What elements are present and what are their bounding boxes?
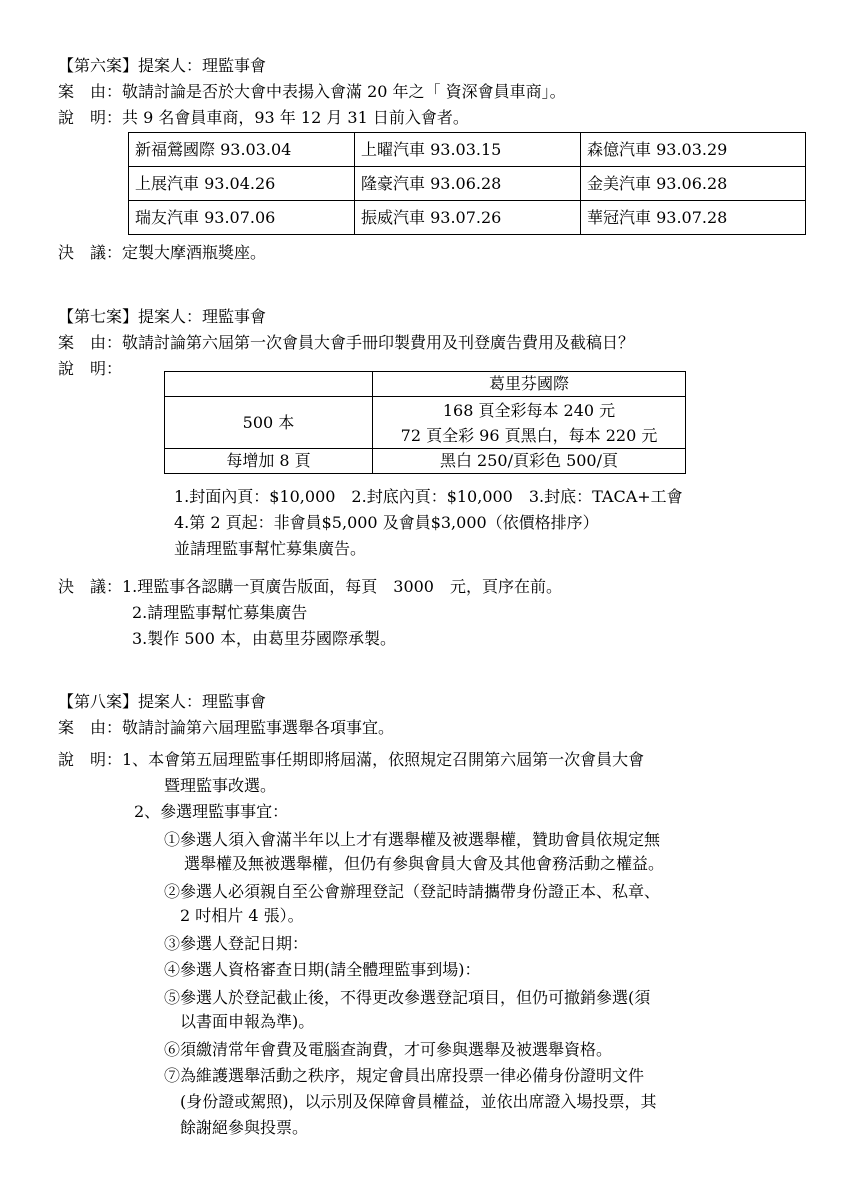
case7-resolution-item: 3.製作 500 本，由葛里芬國際承製。	[132, 629, 396, 648]
case8-subitem: ⑥須繳清常年會費及電腦查詢費，才可參與選舉及被選舉資格。	[164, 1040, 613, 1059]
table-row	[129, 201, 806, 235]
case7-reason-label: 案 由：	[58, 333, 123, 352]
table-row	[165, 372, 686, 397]
case8-subitem-continuation: 餘謝絕參與投票。	[180, 1118, 309, 1137]
case7-note: 4.第 2 頁起：非會員$5,000 及會員$3,000（依價格排序）	[174, 513, 599, 532]
case7-pricing-table	[164, 371, 686, 474]
table-cell: 森億汽車 93.03.29	[581, 133, 806, 167]
table-cell: 隆豪汽車 93.06.28	[355, 167, 581, 201]
case7-resolution-item: 2.請理監事幫忙募集廣告	[132, 603, 308, 622]
case7-resolution-label: 決 議：	[58, 577, 123, 596]
case8-header: 【第八案】提案人：理監事會	[58, 692, 267, 711]
table-cell-line: 72 頁全彩 96 頁黑白，每本 220 元	[400, 425, 658, 445]
case6-member-table	[128, 132, 806, 235]
table-cell-line: 168 頁全彩每本 240 元	[442, 400, 616, 420]
case8-item-continuation: 暨理監事改選。	[164, 776, 277, 795]
case6-resolution-text: 定製大摩酒瓶獎座。	[122, 243, 267, 262]
case8-explain-label: 說 明：	[58, 750, 123, 769]
case6-explain-text: 共 9 名會員車商，93 年 12 月 31 日前入會者。	[122, 108, 469, 127]
case8-subitem: ⑤參選人於登記截止後，不得更改參選登記項目，但仍可撤銷參選(須	[164, 988, 651, 1007]
case7-reason-text: 敬請討論第六屆第一次會員大會手冊印製費用及刊登廣告費用及截稿日？	[122, 333, 635, 352]
table-row	[129, 167, 806, 201]
table-header-cell: 葛里芬國際	[373, 372, 686, 397]
case8-subitem-continuation: (身份證或駕照)，以示別及保障會員權益，並依出席證入場投票，其	[180, 1092, 657, 1111]
table-header-cell	[165, 372, 373, 397]
case7-note: 並請理監事幫忙募集廣告。	[174, 539, 367, 558]
table-cell: 上曜汽車 93.03.15	[355, 133, 581, 167]
table-cell: 金美汽車 93.06.28	[581, 167, 806, 201]
case8-subitem-continuation: 2 吋相片 4 張）。	[180, 906, 304, 925]
table-row	[165, 449, 686, 474]
case6-resolution-label: 決 議：	[58, 243, 123, 262]
case8-reason-text: 敬請討論第六屆理監事選舉各項事宜。	[122, 718, 395, 737]
case7-header: 【第七案】提案人：理監事會	[58, 307, 267, 326]
case8-subitem: ⑦為維護選舉活動之秩序，規定會員出席投票一律必備身份證明文件	[164, 1066, 645, 1085]
table-cell: 華冠汽車 93.07.28	[581, 201, 806, 235]
case8-reason-label: 案 由：	[58, 718, 123, 737]
table-cell: 上展汽車 93.04.26	[129, 167, 355, 201]
case6-header: 【第六案】提案人：理監事會	[58, 56, 267, 75]
case6-reason-text: 敬請討論是否於大會中表揚入會滿 20 年之「 資深會員車商」。	[122, 82, 566, 101]
table-row	[129, 133, 806, 167]
table-cell: 瑞友汽車 93.07.06	[129, 201, 355, 235]
case8-subitem: ①參選人須入會滿半年以上才有選舉權及被選舉權，贊助會員依規定無	[164, 830, 661, 849]
case6-explain-label: 說 明：	[58, 108, 123, 127]
table-cell: 新福鶯國際 93.03.04	[129, 133, 355, 167]
case8-subitem: ③參選人登記日期：	[164, 934, 309, 953]
case8-subitem: ④參選人資格審查日期(請全體理監事到場)：	[164, 960, 481, 979]
table-cell: 500 本	[165, 397, 373, 449]
table-cell: 黑白 250/頁彩色 500/頁	[373, 449, 686, 474]
case7-note: 1.封面內頁：$10,000 2.封底內頁：$10,000 3.封底：TACA+工會	[174, 487, 683, 506]
table-cell: 每增加 8 頁	[165, 449, 373, 474]
case8-item: 2、參選理監事事宜：	[134, 802, 289, 821]
case8-subitem: ②參選人必須親自至公會辦理登記（登記時請攜帶身份證正本、私章、	[164, 882, 661, 901]
table-row	[165, 397, 686, 449]
table-cell: 振威汽車 93.07.26	[355, 201, 581, 235]
case7-resolution-item: 1.理監事各認購一頁廣告版面，每頁 3000 元，頁序在前。	[122, 577, 562, 596]
case8-subitem-continuation: 選舉權及無被選舉權，但仍有參與會員大會及其他會務活動之權益。	[184, 854, 665, 873]
case7-explain-label: 說 明：	[58, 359, 123, 378]
case8-item: 1、本會第五屆理監事任期即將屆滿，依照規定召開第六屆第一次會員大會	[122, 750, 645, 769]
table-cell	[373, 397, 686, 449]
case8-subitem-continuation: 以書面申報為準)。	[180, 1012, 315, 1031]
case6-reason-label: 案 由：	[58, 82, 123, 101]
